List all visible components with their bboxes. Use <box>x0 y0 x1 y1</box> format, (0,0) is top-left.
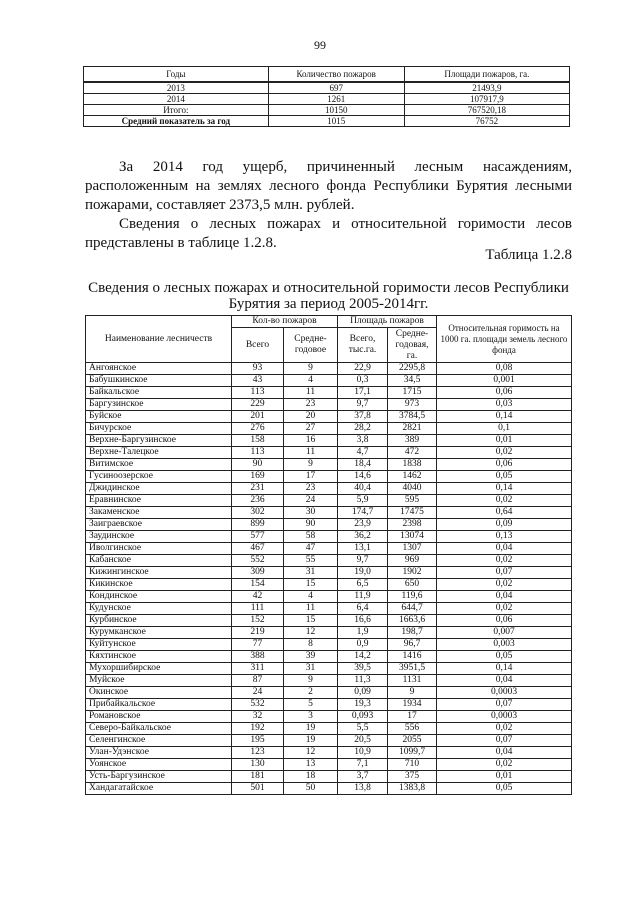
forestry-value-cell: 17 <box>388 711 437 723</box>
forestry-value-cell: 6,5 <box>338 579 388 591</box>
forestry-value-cell: 3 <box>284 711 338 723</box>
forestry-name-cell: Верхне-Баргузинское <box>86 435 232 447</box>
forestry-row <box>86 579 572 591</box>
summary-average-cell: 76752 <box>404 116 569 127</box>
forestry-value-cell: 4 <box>284 375 338 387</box>
forestry-value-cell: 650 <box>388 579 437 591</box>
forestry-row <box>86 555 572 567</box>
forestry-value-cell: 113 <box>232 387 284 399</box>
summary-header-row <box>84 67 570 83</box>
forestry-value-cell: 24 <box>232 687 284 699</box>
forestry-value-cell: 15 <box>284 579 338 591</box>
forestry-value-cell: 23,9 <box>338 519 388 531</box>
forestry-name-cell: Бабушкинское <box>86 375 232 387</box>
page-number: 99 <box>314 38 326 52</box>
forestry-value-cell: 973 <box>388 399 437 411</box>
forestry-value-cell: 152 <box>232 615 284 627</box>
forestry-name-cell: Еравнинское <box>86 495 232 507</box>
forestry-value-cell: 15 <box>284 615 338 627</box>
forestry-value-cell: 0,13 <box>437 531 572 543</box>
forestry-value-cell: 644,7 <box>388 603 437 615</box>
forestry-name-cell: Усть-Баргузинское <box>86 771 232 783</box>
forestry-row <box>86 411 572 423</box>
forestry-value-cell: 18 <box>284 771 338 783</box>
summary-cell: 2014 <box>84 94 269 105</box>
forestry-value-cell: 10,9 <box>338 747 388 759</box>
summary-average-row <box>84 116 570 127</box>
forestry-row <box>86 651 572 663</box>
forestry-name-cell: Кабанское <box>86 555 232 567</box>
forestry-name-cell: Гусиноозерское <box>86 471 232 483</box>
forestry-value-cell: 219 <box>232 627 284 639</box>
forestry-row <box>86 507 572 519</box>
forestry-value-cell: 0,14 <box>437 483 572 495</box>
forestry-row <box>86 567 572 579</box>
forestry-value-cell: 17 <box>284 471 338 483</box>
forestry-row <box>86 615 572 627</box>
forestry-row <box>86 603 572 615</box>
forestry-row <box>86 627 572 639</box>
forestry-value-cell: 14,2 <box>338 651 388 663</box>
forestry-value-cell: 1131 <box>388 675 437 687</box>
forestry-value-cell: 42 <box>232 591 284 603</box>
forestry-row <box>86 387 572 399</box>
forestry-name-cell: Уоянское <box>86 759 232 771</box>
forestry-value-cell: 0,01 <box>437 771 572 783</box>
forestry-value-cell: 20,5 <box>338 735 388 747</box>
forestry-name-cell: Улан-Удэнское <box>86 747 232 759</box>
summary-cell: 1261 <box>268 94 404 105</box>
forestry-value-cell: 9,7 <box>338 555 388 567</box>
forestry-value-cell: 47 <box>284 543 338 555</box>
forestry-value-cell: 0,08 <box>437 363 572 375</box>
summary-average-cell: Средний показатель за год <box>84 116 269 127</box>
forestry-row <box>86 399 572 411</box>
forestry-value-cell: 0,3 <box>338 375 388 387</box>
forestry-value-cell: 236 <box>232 495 284 507</box>
forestry-value-cell: 1902 <box>388 567 437 579</box>
forestry-value-cell: 276 <box>232 423 284 435</box>
forestry-value-cell: 0,02 <box>437 603 572 615</box>
forestry-value-cell: 0,04 <box>437 543 572 555</box>
forestry-value-cell: 0,06 <box>437 387 572 399</box>
forestry-value-cell: 0,02 <box>437 555 572 567</box>
forestry-value-cell: 28,2 <box>338 423 388 435</box>
forestry-value-cell: 18,4 <box>338 459 388 471</box>
forestry-value-cell: 20 <box>284 411 338 423</box>
forestry-row <box>86 447 572 459</box>
forestry-value-cell: 11 <box>284 603 338 615</box>
forestry-value-cell: 4 <box>284 591 338 603</box>
forestry-value-cell: 1934 <box>388 699 437 711</box>
forestry-value-cell: 556 <box>388 723 437 735</box>
forestry-value-cell: 5,5 <box>338 723 388 735</box>
header-relative-burn-rate: Относительная горимость на 1000 га. площади земель лесного фонда <box>437 316 572 363</box>
forestry-value-cell: 0,06 <box>437 615 572 627</box>
forestry-value-cell: 13,1 <box>338 543 388 555</box>
forestry-value-cell: 0,05 <box>437 471 572 483</box>
forestry-name-cell: Хандагатайское <box>86 783 232 795</box>
forestry-value-cell: 181 <box>232 771 284 783</box>
forestry-value-cell: 5,9 <box>338 495 388 507</box>
table-title: Сведения о лесных пожарах и относительной горимости лесов Республики Бурятия за период 2005-2014гг. <box>88 280 569 312</box>
header-fire-count: Кол-во пожаров <box>232 316 338 328</box>
forestry-name-cell: Джидинское <box>86 483 232 495</box>
forestry-value-cell: 5 <box>284 699 338 711</box>
forestry-value-cell: 195 <box>232 735 284 747</box>
forestry-value-cell: 31 <box>284 663 338 675</box>
forestry-value-cell: 969 <box>388 555 437 567</box>
forestry-value-cell: 39 <box>284 651 338 663</box>
summary-cell: 697 <box>268 82 404 94</box>
forestry-value-cell: 388 <box>232 651 284 663</box>
forestry-value-cell: 1715 <box>388 387 437 399</box>
forestry-value-cell: 0,07 <box>437 699 572 711</box>
forestry-value-cell: 130 <box>232 759 284 771</box>
forestry-value-cell: 0,03 <box>437 399 572 411</box>
summary-cell: 21493,9 <box>404 82 569 94</box>
forestry-value-cell: 9 <box>284 459 338 471</box>
header-fire-area: Площадь пожаров <box>338 316 437 328</box>
forestry-value-cell: 19,0 <box>338 567 388 579</box>
forestry-value-cell: 899 <box>232 519 284 531</box>
forestry-value-cell: 2055 <box>388 735 437 747</box>
forestry-value-cell: 0,02 <box>437 579 572 591</box>
forestry-value-cell: 23 <box>284 483 338 495</box>
forestry-name-cell: Селенгинское <box>86 735 232 747</box>
forestry-name-cell: Ангоянское <box>86 363 232 375</box>
header-count-average: Средне-годовое <box>284 328 338 363</box>
forestry-value-cell: 40,4 <box>338 483 388 495</box>
forestry-name-cell: Курбинское <box>86 615 232 627</box>
forestry-value-cell: 0,05 <box>437 651 572 663</box>
forestry-value-cell: 6,4 <box>338 603 388 615</box>
forestry-value-cell: 710 <box>388 759 437 771</box>
forestry-value-cell: 2398 <box>388 519 437 531</box>
forestry-value-cell: 55 <box>284 555 338 567</box>
forestry-value-cell: 22,9 <box>338 363 388 375</box>
forestry-value-cell: 13074 <box>388 531 437 543</box>
summary-row <box>84 82 570 94</box>
forestry-value-cell: 2295,8 <box>388 363 437 375</box>
forestry-value-cell: 0,093 <box>338 711 388 723</box>
forestry-row <box>86 639 572 651</box>
forestry-value-cell: 17,1 <box>338 387 388 399</box>
forestry-row <box>86 699 572 711</box>
forestry-value-cell: 0,04 <box>437 591 572 603</box>
forestry-row <box>86 759 572 771</box>
forestry-row <box>86 519 572 531</box>
forestry-name-cell: Кудунское <box>86 603 232 615</box>
forestry-value-cell: 192 <box>232 723 284 735</box>
table-label: Таблица 1.2.8 <box>485 247 572 263</box>
summary-row <box>84 105 570 116</box>
forestry-value-cell: 4040 <box>388 483 437 495</box>
forestry-value-cell: 0,9 <box>338 639 388 651</box>
forestry-value-cell: 50 <box>284 783 338 795</box>
forestry-value-cell: 90 <box>284 519 338 531</box>
forestry-value-cell: 39,5 <box>338 663 388 675</box>
forestry-row <box>86 363 572 375</box>
forestry-value-cell: 0,003 <box>437 639 572 651</box>
forestry-row <box>86 423 572 435</box>
forestry-value-cell: 8 <box>284 639 338 651</box>
forestry-row <box>86 783 572 795</box>
forestry-value-cell: 0,0003 <box>437 711 572 723</box>
forestry-value-cell: 552 <box>232 555 284 567</box>
forestry-value-cell: 37,8 <box>338 411 388 423</box>
forestry-value-cell: 9 <box>284 675 338 687</box>
forestry-value-cell: 23 <box>284 399 338 411</box>
forestry-value-cell: 0,07 <box>437 567 572 579</box>
forestry-value-cell: 32 <box>232 711 284 723</box>
forestry-value-cell: 11 <box>284 387 338 399</box>
summary-header-count: Количество пожаров <box>268 67 404 83</box>
summary-cell: 10150 <box>268 105 404 116</box>
forestry-name-cell: Заудинское <box>86 531 232 543</box>
forestry-value-cell: 7,1 <box>338 759 388 771</box>
forestry-value-cell: 154 <box>232 579 284 591</box>
forestry-value-cell: 93 <box>232 363 284 375</box>
forestry-name-cell: Буйское <box>86 411 232 423</box>
forestry-value-cell: 198,7 <box>388 627 437 639</box>
forestry-name-cell: Байкальское <box>86 387 232 399</box>
forestry-name-cell: Заиграевское <box>86 519 232 531</box>
forestry-row <box>86 531 572 543</box>
forestry-value-cell: 174,7 <box>338 507 388 519</box>
forestry-row <box>86 471 572 483</box>
forestry-value-cell: 119,6 <box>388 591 437 603</box>
forestry-name-cell: Кяхтинское <box>86 651 232 663</box>
forestry-value-cell: 9 <box>388 687 437 699</box>
forestry-value-cell: 12 <box>284 747 338 759</box>
forestry-value-cell: 16,6 <box>338 615 388 627</box>
forestry-name-cell: Витимское <box>86 459 232 471</box>
forestry-row <box>86 711 572 723</box>
forestry-value-cell: 96,7 <box>388 639 437 651</box>
forestry-value-cell: 58 <box>284 531 338 543</box>
forestry-value-cell: 2821 <box>388 423 437 435</box>
forestry-value-cell: 12 <box>284 627 338 639</box>
forestry-value-cell: 1099,7 <box>388 747 437 759</box>
forestry-row <box>86 735 572 747</box>
forestry-value-cell: 16 <box>284 435 338 447</box>
forestry-value-cell: 111 <box>232 603 284 615</box>
forestry-value-cell: 30 <box>284 507 338 519</box>
forestry-value-cell: 14,6 <box>338 471 388 483</box>
forestry-value-cell: 13 <box>284 759 338 771</box>
forestry-value-cell: 77 <box>232 639 284 651</box>
paragraph-reference: Сведения о лесных пожарах и относительной горимости лесов представлены в таблице 1.2.8. <box>85 216 572 251</box>
forestry-row <box>86 459 572 471</box>
header-forestry-name: Наименование лесничеств <box>86 316 232 363</box>
forestry-value-cell: 0,02 <box>437 447 572 459</box>
summary-cell: Итого: <box>84 105 269 116</box>
forestry-value-cell: 1416 <box>388 651 437 663</box>
forestry-value-cell: 201 <box>232 411 284 423</box>
forestry-value-cell: 3951,5 <box>388 663 437 675</box>
forestry-value-cell: 19,3 <box>338 699 388 711</box>
forestry-value-cell: 113 <box>232 447 284 459</box>
forestry-value-cell: 87 <box>232 675 284 687</box>
forestry-value-cell: 0,64 <box>437 507 572 519</box>
forestry-value-cell: 158 <box>232 435 284 447</box>
paragraph-damage: За 2014 год ущерб, причиненный лесным насаждениям, расположенным на землях лесного фонда Республики Бурятия лесными пожарами, составляет 2373,5 млн. рублей. <box>85 159 572 213</box>
forestry-value-cell: 472 <box>388 447 437 459</box>
forestry-row <box>86 435 572 447</box>
forestry-value-cell: 43 <box>232 375 284 387</box>
forestry-value-cell: 3,7 <box>338 771 388 783</box>
forestry-row <box>86 483 572 495</box>
forestry-value-cell: 11,9 <box>338 591 388 603</box>
forestry-value-cell: 19 <box>284 735 338 747</box>
summary-header-area: Площади пожаров, га. <box>404 67 569 83</box>
forestry-row <box>86 687 572 699</box>
forestry-row <box>86 495 572 507</box>
summary-cell: 767520,18 <box>404 105 569 116</box>
forestry-row <box>86 375 572 387</box>
forestry-value-cell: 501 <box>232 783 284 795</box>
forestry-value-cell: 19 <box>284 723 338 735</box>
forestry-value-cell: 1307 <box>388 543 437 555</box>
forestry-value-cell: 3784,5 <box>388 411 437 423</box>
forestry-value-cell: 0,09 <box>437 519 572 531</box>
forestry-value-cell: 17475 <box>388 507 437 519</box>
forestry-value-cell: 0,007 <box>437 627 572 639</box>
forestry-name-cell: Баргузинское <box>86 399 232 411</box>
header-area-average: Средне-годовая, га. <box>388 328 437 363</box>
forestry-value-cell: 302 <box>232 507 284 519</box>
summary-cell: 107917,9 <box>404 94 569 105</box>
forestry-value-cell: 13,8 <box>338 783 388 795</box>
forest-fires-table <box>85 315 572 795</box>
forestry-value-cell: 1383,8 <box>388 783 437 795</box>
forestry-value-cell: 0,05 <box>437 783 572 795</box>
forestry-name-cell: Иволгинское <box>86 543 232 555</box>
forestry-name-cell: Северо-Байкальское <box>86 723 232 735</box>
summary-table <box>83 66 570 127</box>
forestry-name-cell: Бичурское <box>86 423 232 435</box>
forestry-name-cell: Окинское <box>86 687 232 699</box>
forestry-name-cell: Закаменское <box>86 507 232 519</box>
header-count-total: Всего <box>232 328 284 363</box>
forestry-value-cell: 1462 <box>388 471 437 483</box>
forestry-name-cell: Кондинское <box>86 591 232 603</box>
forestry-value-cell: 0,001 <box>437 375 572 387</box>
forestry-value-cell: 0,1 <box>437 423 572 435</box>
forestry-value-cell: 0,09 <box>338 687 388 699</box>
forestry-value-cell: 9,7 <box>338 399 388 411</box>
forestry-name-cell: Муйское <box>86 675 232 687</box>
forestry-value-cell: 1838 <box>388 459 437 471</box>
summary-average-cell: 1015 <box>268 116 404 127</box>
forestry-row <box>86 591 572 603</box>
forestry-name-cell: Верхне-Талецкое <box>86 447 232 459</box>
forestry-value-cell: 0,02 <box>437 759 572 771</box>
forestry-value-cell: 24 <box>284 495 338 507</box>
forestry-value-cell: 0,14 <box>437 411 572 423</box>
summary-cell: 2013 <box>84 82 269 94</box>
forestry-value-cell: 1,9 <box>338 627 388 639</box>
forestry-name-cell: Мухоршибирское <box>86 663 232 675</box>
forestry-value-cell: 0,0003 <box>437 687 572 699</box>
forestry-value-cell: 11 <box>284 447 338 459</box>
forestry-name-cell: Кикинское <box>86 579 232 591</box>
forestry-value-cell: 11,3 <box>338 675 388 687</box>
forestry-value-cell: 123 <box>232 747 284 759</box>
forestry-row <box>86 747 572 759</box>
forestry-value-cell: 467 <box>232 543 284 555</box>
forestry-name-cell: Курумканское <box>86 627 232 639</box>
forestry-value-cell: 4,7 <box>338 447 388 459</box>
forestry-row <box>86 675 572 687</box>
forestry-name-cell: Прибайкальское <box>86 699 232 711</box>
forestry-value-cell: 3,8 <box>338 435 388 447</box>
forestry-value-cell: 27 <box>284 423 338 435</box>
summary-table-body <box>84 82 570 127</box>
forestry-value-cell: 31 <box>284 567 338 579</box>
summary-header-years: Годы <box>84 67 269 83</box>
forestry-name-cell: Романовское <box>86 711 232 723</box>
forestry-value-cell: 34,5 <box>388 375 437 387</box>
forestry-name-cell: Куйтунское <box>86 639 232 651</box>
forestry-value-cell: 375 <box>388 771 437 783</box>
forestry-value-cell: 0,14 <box>437 663 572 675</box>
forestry-value-cell: 1663,6 <box>388 615 437 627</box>
forestry-value-cell: 9 <box>284 363 338 375</box>
forestry-value-cell: 0,07 <box>437 735 572 747</box>
forestry-value-cell: 309 <box>232 567 284 579</box>
forest-fires-table-body <box>86 363 572 795</box>
forestry-row <box>86 723 572 735</box>
forestry-value-cell: 532 <box>232 699 284 711</box>
forestry-value-cell: 311 <box>232 663 284 675</box>
summary-row <box>84 94 570 105</box>
forestry-value-cell: 2 <box>284 687 338 699</box>
forestry-value-cell: 0,02 <box>437 495 572 507</box>
forestry-name-cell: Кижингинское <box>86 567 232 579</box>
forestry-value-cell: 0,04 <box>437 747 572 759</box>
forestry-row <box>86 771 572 783</box>
forestry-value-cell: 0,02 <box>437 723 572 735</box>
forestry-value-cell: 90 <box>232 459 284 471</box>
forestry-row <box>86 543 572 555</box>
forestry-value-cell: 0,04 <box>437 675 572 687</box>
forestry-value-cell: 595 <box>388 495 437 507</box>
forestry-value-cell: 169 <box>232 471 284 483</box>
header-area-total: Всего, тыс.га. <box>338 328 388 363</box>
forestry-value-cell: 229 <box>232 399 284 411</box>
forestry-value-cell: 0,06 <box>437 459 572 471</box>
forestry-value-cell: 0,01 <box>437 435 572 447</box>
forestry-value-cell: 389 <box>388 435 437 447</box>
forestry-value-cell: 577 <box>232 531 284 543</box>
forestry-value-cell: 231 <box>232 483 284 495</box>
forestry-value-cell: 36,2 <box>338 531 388 543</box>
forestry-row <box>86 663 572 675</box>
